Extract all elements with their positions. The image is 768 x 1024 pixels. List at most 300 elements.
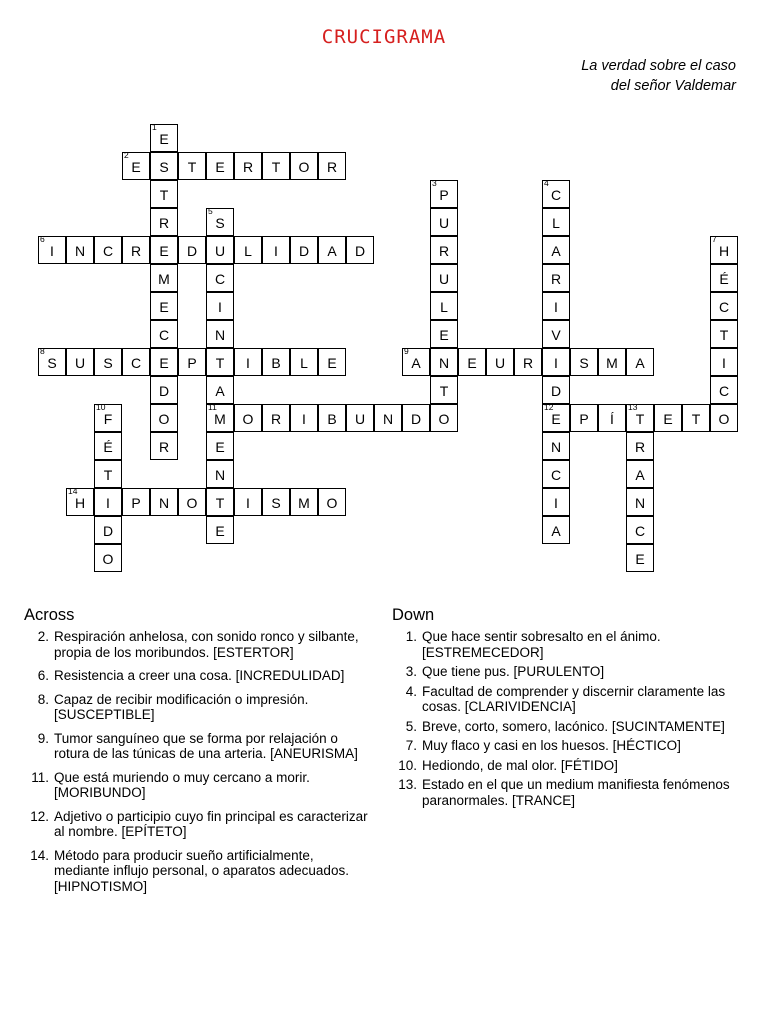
grid-cell: [150, 432, 178, 460]
cell-letter: T: [159, 187, 169, 203]
cell-letter: I: [246, 355, 250, 371]
cell-letter: N: [214, 327, 226, 343]
grid-cell: [542, 208, 570, 236]
grid-cell: [542, 432, 570, 460]
grid-cell: [178, 488, 206, 516]
clue-number: 9.: [37, 730, 49, 746]
grid-cell: [710, 236, 738, 264]
cell-letter: E: [663, 411, 673, 427]
grid-cell: [206, 432, 234, 460]
grid-cell: [318, 404, 346, 432]
cell-letter: R: [550, 271, 562, 287]
grid-cell: [430, 404, 458, 432]
cell-letter: T: [719, 327, 729, 343]
cell-letter: M: [214, 411, 226, 427]
cell-letter: R: [270, 411, 282, 427]
cell-letter: T: [215, 495, 225, 511]
grid-cell: [38, 236, 66, 264]
grid-cell: [542, 460, 570, 488]
cell-letter: T: [635, 411, 645, 427]
cell-letter: D: [102, 523, 114, 539]
cell-letter: I: [722, 355, 726, 371]
grid-cell: [318, 488, 346, 516]
cell-letter: U: [354, 411, 366, 427]
grid-cell: [206, 488, 234, 516]
across-clue: [24, 692, 369, 723]
cell-letter: R: [634, 439, 646, 455]
across-clue: [24, 809, 369, 840]
cell-letter: N: [158, 495, 170, 511]
grid-cell: [150, 348, 178, 376]
cell-letter: R: [158, 215, 170, 231]
cell-letter: N: [382, 411, 394, 427]
clue-number: 6: [40, 234, 45, 244]
grid-cell: [122, 488, 150, 516]
across-clue: [24, 770, 369, 801]
cell-letter: Í: [610, 411, 614, 427]
cell-letter: I: [106, 495, 110, 511]
clue-number: 12: [544, 402, 554, 412]
grid-cell: [542, 348, 570, 376]
grid-cell: [318, 152, 346, 180]
grid-cell: [178, 236, 206, 264]
cell-letter: O: [186, 495, 198, 511]
grid-cell: [150, 236, 178, 264]
grid-cell: [206, 236, 234, 264]
cell-letter: M: [298, 495, 310, 511]
grid-cell: [262, 404, 290, 432]
grid-cell: [66, 348, 94, 376]
grid-cell: [206, 320, 234, 348]
cell-letter: I: [554, 299, 558, 315]
cell-letter: M: [158, 271, 170, 287]
grid-cell: [374, 404, 402, 432]
grid-cell: [570, 404, 598, 432]
cell-letter: I: [302, 411, 306, 427]
grid-cell: [430, 180, 458, 208]
cell-letter: C: [550, 187, 562, 203]
grid-cell: [122, 152, 150, 180]
clue-number: 1: [152, 122, 157, 132]
cell-letter: R: [438, 243, 450, 259]
clue-text: Resistencia a creer una cosa. [INCREDULIDAD]: [54, 668, 345, 683]
down-clue: [392, 777, 748, 808]
clue-text: Método para producir sueño artificialmente, mediante influjo personal, o aparatos adecuados. [HIPNOTISMO]: [54, 847, 349, 894]
grid-cell: [290, 236, 318, 264]
cell-letter: D: [186, 243, 198, 259]
across-clue-list: [24, 629, 369, 894]
grid-cell: [430, 348, 458, 376]
grid-cell: [290, 488, 318, 516]
grid-cell: [710, 348, 738, 376]
grid-cell: [458, 348, 486, 376]
cell-letter: E: [215, 439, 225, 455]
cell-letter: A: [327, 243, 337, 259]
grid-cell: [150, 208, 178, 236]
clue-text: Facultad de comprender y discernir claramente las cosas. [CLARIVIDENCIA]: [422, 683, 726, 714]
clue-number: 4.: [405, 683, 417, 699]
cell-letter: D: [354, 243, 366, 259]
across-clue: [24, 731, 369, 762]
grid-cell: [402, 348, 430, 376]
cell-letter: T: [187, 159, 197, 175]
grid-cell: [542, 320, 570, 348]
cell-letter: É: [719, 271, 729, 287]
cell-letter: B: [271, 355, 281, 371]
across-clue: [24, 848, 369, 895]
grid-cell: [290, 152, 318, 180]
cell-letter: D: [550, 383, 562, 399]
grid-cell: [94, 488, 122, 516]
cell-letter: T: [215, 355, 225, 371]
clue-number: 6.: [37, 668, 49, 683]
cell-letter: E: [635, 551, 645, 567]
cell-letter: N: [550, 439, 562, 455]
clue-text: Que tiene pus. [PURULENTO]: [422, 664, 605, 679]
grid-cell: [150, 488, 178, 516]
clue-number: 8.: [37, 691, 49, 707]
grid-cell: [206, 208, 234, 236]
grid-cell: [150, 180, 178, 208]
cell-letter: R: [326, 159, 338, 175]
grid-cell: [542, 404, 570, 432]
clue-text: Breve, corto, somero, lacónico. [SUCINTAMENTE]: [422, 718, 725, 734]
clue-text: Hediondo, de mal olor. [FÉTIDO]: [422, 757, 618, 773]
grid-cell: [430, 376, 458, 404]
cell-letter: V: [551, 327, 561, 343]
cell-letter: I: [50, 243, 54, 259]
grid-cell: [150, 124, 178, 152]
grid-cell: [710, 320, 738, 348]
cell-letter: D: [298, 243, 310, 259]
clue-number: 5.: [405, 718, 417, 734]
clue-text: Capaz de recibir modificación o impresión. [SUSCEPTIBLE]: [54, 691, 309, 722]
cell-letter: T: [439, 383, 449, 399]
clue-number: 1.: [405, 629, 417, 644]
grid-cell: [178, 348, 206, 376]
grid-cell: [206, 348, 234, 376]
grid-cell: [234, 236, 262, 264]
cell-letter: S: [215, 215, 225, 231]
cell-letter: I: [554, 495, 558, 511]
cell-letter: E: [159, 299, 169, 315]
cell-letter: D: [410, 411, 422, 427]
grid-cell: [262, 152, 290, 180]
grid-cell: [122, 348, 150, 376]
grid-cell: [234, 152, 262, 180]
grid-cell: [430, 208, 458, 236]
cell-letter: N: [74, 243, 86, 259]
cell-letter: P: [131, 495, 141, 511]
grid-cell: [262, 488, 290, 516]
cell-letter: O: [158, 411, 170, 427]
grid-cell: [430, 292, 458, 320]
grid-cell: [710, 264, 738, 292]
clue-number: 14.: [30, 847, 49, 863]
grid-cell: [206, 152, 234, 180]
grid-cell: [66, 488, 94, 516]
cell-letter: C: [634, 523, 646, 539]
cell-letter: P: [579, 411, 589, 427]
grid-cell: [206, 460, 234, 488]
grid-cell: [626, 488, 654, 516]
grid-cell: [542, 236, 570, 264]
grid-cell: [346, 404, 374, 432]
cell-letter: T: [103, 467, 113, 483]
cell-letter: N: [438, 355, 450, 371]
cell-letter: C: [718, 299, 730, 315]
grid-cell: [206, 516, 234, 544]
grid-cell: [234, 404, 262, 432]
cell-letter: R: [130, 243, 142, 259]
cell-letter: I: [218, 299, 222, 315]
clue-number: 10.: [398, 757, 417, 773]
across-heading: Across: [24, 606, 75, 624]
cell-letter: S: [271, 495, 281, 511]
grid-cell: [542, 516, 570, 544]
cell-letter: M: [606, 355, 618, 371]
clue-number: 7.: [405, 738, 417, 753]
grid-cell: [430, 236, 458, 264]
grid-cell: [150, 320, 178, 348]
grid-cell: [234, 488, 262, 516]
grid-cell: [150, 376, 178, 404]
down-heading: Down: [392, 606, 435, 624]
grid-cell: [290, 348, 318, 376]
clue-number: 2.: [37, 629, 49, 644]
cell-letter: L: [300, 355, 308, 371]
cell-letter: D: [158, 383, 170, 399]
grid-cell: [626, 544, 654, 572]
grid-cell: [626, 432, 654, 460]
cell-letter: H: [74, 495, 86, 511]
grid-cell: [542, 264, 570, 292]
across-clue: [24, 668, 369, 684]
down-clue: [392, 629, 748, 660]
clue-number: 11: [208, 402, 217, 412]
grid-cell: [430, 264, 458, 292]
grid-cell: [150, 404, 178, 432]
clue-number: 4: [544, 178, 549, 188]
grid-cell: [150, 292, 178, 320]
grid-cell: [430, 320, 458, 348]
clue-text: Muy flaco y casi en los huesos. [HÉCTICO]: [422, 738, 681, 753]
cell-letter: O: [298, 159, 310, 175]
cell-letter: P: [187, 355, 197, 371]
cell-letter: E: [551, 411, 561, 427]
cell-letter: U: [438, 215, 450, 231]
grid-cell: [206, 292, 234, 320]
grid-cell: [626, 404, 654, 432]
down-clue: [392, 758, 748, 774]
cell-letter: E: [215, 523, 225, 539]
cell-letter: I: [554, 355, 558, 371]
cell-letter: O: [102, 551, 114, 567]
cell-letter: E: [131, 159, 141, 175]
grid-cell: [514, 348, 542, 376]
cell-letter: C: [214, 271, 226, 287]
grid-cell: [486, 348, 514, 376]
cell-letter: I: [274, 243, 278, 259]
cell-letter: L: [440, 299, 448, 315]
cell-letter: T: [691, 411, 701, 427]
grid-cell: [626, 460, 654, 488]
cell-letter: E: [439, 327, 449, 343]
cell-letter: A: [551, 243, 561, 259]
grid-cell: [206, 376, 234, 404]
grid-cell: [206, 264, 234, 292]
clue-number: 8: [40, 346, 45, 356]
clue-number: 12.: [30, 808, 49, 824]
crossword-grid: [38, 124, 738, 584]
down-clues: [392, 606, 748, 812]
cell-letter: P: [439, 187, 449, 203]
cell-letter: A: [215, 383, 225, 399]
cell-letter: C: [718, 383, 730, 399]
cell-letter: S: [103, 355, 113, 371]
grid-cell: [542, 488, 570, 516]
grid-cell: [38, 348, 66, 376]
grid-cell: [710, 404, 738, 432]
grid-cell: [626, 516, 654, 544]
cell-letter: U: [438, 271, 450, 287]
cell-letter: T: [271, 159, 281, 175]
cell-letter: E: [159, 355, 169, 371]
cell-letter: E: [159, 131, 169, 147]
grid-cell: [94, 432, 122, 460]
grid-cell: [122, 236, 150, 264]
grid-cell: [598, 348, 626, 376]
grid-cell: [290, 404, 318, 432]
cell-letter: A: [635, 355, 645, 371]
cell-letter: F: [103, 411, 113, 427]
grid-cell: [94, 404, 122, 432]
grid-cell: [94, 348, 122, 376]
clue-number: 13.: [398, 777, 417, 792]
cell-letter: R: [522, 355, 534, 371]
grid-cell: [234, 348, 262, 376]
clue-text: Estado en el que un medium manifiesta fenómenos paranormales. [TRANCE]: [422, 777, 730, 808]
grid-cell: [598, 404, 626, 432]
grid-cell: [178, 152, 206, 180]
clue-text: Adjetivo o participio cuyo fin principal es caracterizar al nombre. [EPÍTETO]: [54, 808, 368, 839]
down-clue: [392, 719, 748, 735]
grid-cell: [150, 264, 178, 292]
subtitle-line-2: del señor Valdemar: [610, 78, 736, 94]
cell-letter: N: [214, 467, 226, 483]
cell-letter: E: [159, 243, 169, 259]
clue-number: 13: [628, 402, 638, 412]
clue-text: Que está muriendo o muy cercano a morir. [MORIBUNDO]: [54, 769, 310, 800]
cell-letter: E: [327, 355, 337, 371]
cell-letter: L: [552, 215, 560, 231]
cell-letter: B: [327, 411, 337, 427]
grid-cell: [654, 404, 682, 432]
cell-letter: S: [579, 355, 589, 371]
cell-letter: C: [102, 243, 114, 259]
grid-cell: [318, 236, 346, 264]
grid-cell: [626, 348, 654, 376]
grid-cell: [402, 404, 430, 432]
cell-letter: C: [158, 327, 170, 343]
grid-cell: [542, 292, 570, 320]
cell-letter: A: [411, 355, 421, 371]
grid-cell: [710, 292, 738, 320]
clue-text: Que hace sentir sobresalto en el ánimo. [ESTREMECEDOR]: [422, 629, 661, 660]
cell-letter: O: [326, 495, 338, 511]
cell-letter: C: [130, 355, 142, 371]
clue-number: 7: [712, 234, 717, 244]
clue-number: 11.: [31, 769, 49, 785]
cell-letter: A: [551, 523, 561, 539]
cell-letter: S: [47, 355, 57, 371]
down-clue: [392, 684, 748, 715]
grid-cell: [94, 516, 122, 544]
cell-letter: R: [242, 159, 254, 175]
cell-letter: U: [214, 243, 226, 259]
clue-number: 3.: [405, 664, 417, 679]
clue-number: 14: [68, 486, 78, 496]
grid-cell: [542, 376, 570, 404]
grid-cell: [346, 236, 374, 264]
subtitle-line-1: La verdad sobre el caso: [581, 58, 736, 74]
down-clue: [392, 738, 748, 754]
grid-cell: [262, 236, 290, 264]
clue-text: Tumor sanguíneo que se forma por relajación o rotura de las túnicas de una arteria. [ANEURISMA]: [54, 730, 358, 761]
cell-letter: O: [718, 411, 730, 427]
cell-letter: H: [718, 243, 730, 259]
cell-letter: A: [635, 467, 645, 483]
cell-letter: N: [634, 495, 646, 511]
down-clue: [392, 664, 748, 680]
cell-letter: O: [242, 411, 254, 427]
down-clue-list: [392, 629, 748, 808]
cell-letter: E: [467, 355, 477, 371]
grid-cell: [94, 544, 122, 572]
across-clue: [24, 629, 369, 660]
grid-cell: [318, 348, 346, 376]
across-clues: [24, 606, 369, 902]
clue-number: 2: [124, 150, 129, 160]
grid-cell: [206, 404, 234, 432]
cell-letter: U: [74, 355, 86, 371]
clue-text: Respiración anhelosa, con sonido ronco y silbante, propia de los moribundos. [ESTERTOR]: [54, 629, 359, 660]
cell-letter: S: [159, 159, 169, 175]
clue-number: 5: [208, 206, 213, 216]
clue-number: 10: [96, 402, 106, 412]
cell-letter: I: [246, 495, 250, 511]
grid-cell: [94, 236, 122, 264]
page-title: CRUCIGRAMA: [321, 26, 447, 48]
grid-cell: [150, 152, 178, 180]
cell-letter: R: [158, 439, 170, 455]
subtitle: [581, 56, 736, 96]
grid-cell: [66, 236, 94, 264]
grid-cell: [542, 180, 570, 208]
grid-cell: [710, 376, 738, 404]
cell-letter: É: [103, 439, 113, 455]
cell-letter: O: [438, 411, 450, 427]
grid-cell: [570, 348, 598, 376]
grid-cell: [262, 348, 290, 376]
cell-letter: U: [494, 355, 506, 371]
cell-letter: E: [215, 159, 225, 175]
clue-number: 3: [432, 178, 437, 188]
grid-cell: [94, 460, 122, 488]
grid-cell: [682, 404, 710, 432]
cell-letter: L: [244, 243, 252, 259]
clue-number: 9: [404, 346, 409, 356]
